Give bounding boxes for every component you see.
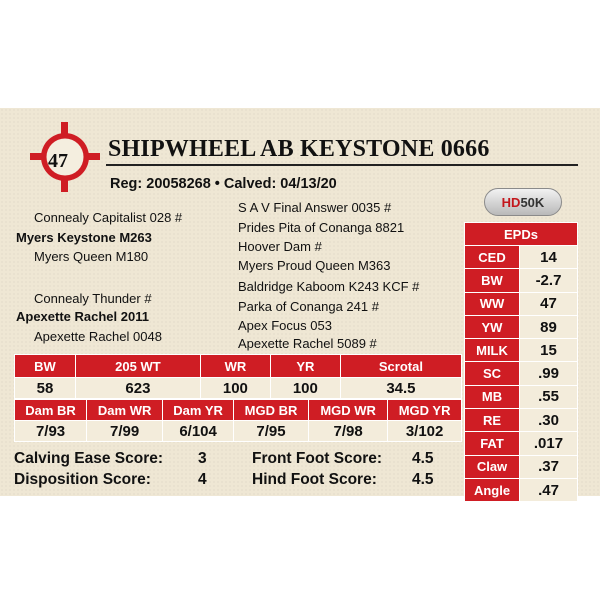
perf-value-cell: 58 — [15, 378, 76, 399]
pedigree-sdd: Myers Proud Queen M363 — [238, 258, 391, 273]
performance-value-row — [15, 378, 462, 399]
perf-header-cell: 205 WT — [75, 355, 200, 378]
badge-50k: 50K — [520, 194, 545, 210]
dam-header-cell: Dam WR — [87, 400, 163, 421]
pedigree-sire: Myers Keystone M263 — [16, 230, 152, 245]
dam-header-cell: Dam BR — [15, 400, 87, 421]
epd-row — [465, 362, 578, 385]
disposition-value: 4 — [198, 471, 207, 488]
pedigree-sds: Hoover Dam # — [238, 239, 322, 254]
dam-record-table — [14, 399, 462, 442]
dam-value-cell: 7/95 — [233, 421, 308, 442]
perf-value-cell: 100 — [270, 378, 340, 399]
epd-row — [465, 246, 578, 269]
epd-value: .37 — [520, 455, 578, 478]
epd-table — [464, 222, 578, 502]
pedigree-dsd: Parka of Conanga 241 # — [238, 299, 379, 314]
pedigree-dam: Apexette Rachel 2011 — [16, 309, 149, 324]
epd-row — [465, 385, 578, 408]
pedigree-sire-dam: Myers Queen M180 — [34, 249, 149, 264]
hd50k-badge — [484, 188, 562, 216]
perf-value-cell: 623 — [75, 378, 200, 399]
perf-header-cell: YR — [270, 355, 340, 378]
dam-value-cell: 7/98 — [309, 421, 388, 442]
perf-value-cell: 100 — [200, 378, 270, 399]
epd-label: CED — [465, 246, 520, 269]
animal-title: SHIPWHEEL AB KEYSTONE 0666 — [108, 136, 490, 162]
performance-table — [14, 354, 462, 399]
dam-header-row — [15, 400, 462, 421]
epd-label: FAT — [465, 432, 520, 455]
calving-ease-value: 3 — [198, 450, 207, 467]
perf-value-cell: 34.5 — [340, 378, 461, 399]
epd-row — [465, 455, 578, 478]
epd-value: 14 — [520, 246, 578, 269]
epd-label: RE — [465, 409, 520, 432]
epd-header: EPDs — [465, 223, 578, 246]
badge-hd: HD — [501, 194, 521, 210]
pedigree-sss: S A V Final Answer 0035 # — [238, 200, 392, 215]
epd-label: YW — [465, 315, 520, 338]
epd-value: 47 — [520, 292, 578, 315]
epd-value: 89 — [520, 315, 578, 338]
dam-value-cell: 7/93 — [15, 421, 87, 442]
pedigree-dam-dam: Apexette Rachel 0048 — [34, 329, 162, 344]
epd-value: .30 — [520, 409, 578, 432]
hind-foot-label: Hind Foot Score: — [252, 471, 377, 488]
title-divider — [106, 164, 578, 166]
epd-row — [465, 292, 578, 315]
perf-header-cell: Scrotal — [340, 355, 461, 378]
epd-label: Angle — [465, 478, 520, 501]
epd-label: MILK — [465, 339, 520, 362]
dam-header-cell: MGD BR — [233, 400, 308, 421]
epd-value: 15 — [520, 339, 578, 362]
hind-foot-value: 4.5 — [412, 471, 434, 488]
epd-label: Claw — [465, 455, 520, 478]
perf-header-cell: WR — [200, 355, 270, 378]
epd-value: .99 — [520, 362, 578, 385]
front-foot-label: Front Foot Score: — [252, 450, 383, 467]
dam-header-cell: MGD YR — [388, 400, 462, 421]
epd-label: MB — [465, 385, 520, 408]
dam-value-row — [15, 421, 462, 442]
front-foot-value: 4.5 — [412, 450, 434, 467]
epd-row — [465, 432, 578, 455]
pedigree-dss: Baldridge Kaboom K243 KCF # — [238, 279, 420, 294]
perf-header-cell: BW — [15, 355, 76, 378]
pedigree-ssd: Prides Pita of Conanga 8821 — [238, 220, 405, 235]
lot-number: 47 — [48, 150, 68, 172]
epd-row — [465, 269, 578, 292]
dam-header-cell: MGD WR — [309, 400, 388, 421]
registration-line: Reg: 20058268 • Calved: 04/13/20 — [110, 176, 337, 192]
epd-row — [465, 315, 578, 338]
epd-value: .017 — [520, 432, 578, 455]
pedigree-ddd: Apexette Rachel 5089 # — [238, 336, 377, 351]
epd-label: SC — [465, 362, 520, 385]
epd-row — [465, 339, 578, 362]
epd-value: .55 — [520, 385, 578, 408]
pedigree-dam-sire: Connealy Thunder # — [34, 291, 152, 306]
dam-header-cell: Dam YR — [163, 400, 234, 421]
pedigree-dds: Apex Focus 053 — [238, 318, 332, 333]
dam-value-cell: 7/99 — [87, 421, 163, 442]
epd-header-row — [465, 223, 578, 246]
epd-row — [465, 409, 578, 432]
epd-label: WW — [465, 292, 520, 315]
performance-header-row — [15, 355, 462, 378]
disposition-label: Disposition Score: — [14, 471, 151, 488]
pedigree-sire-sire: Connealy Capitalist 028 # — [34, 210, 183, 225]
calving-ease-label: Calving Ease Score: — [14, 450, 164, 467]
epd-value: .47 — [520, 478, 578, 501]
epd-value: -2.7 — [520, 269, 578, 292]
dam-value-cell: 6/104 — [163, 421, 234, 442]
dam-value-cell: 3/102 — [388, 421, 462, 442]
epd-label: BW — [465, 269, 520, 292]
epd-row — [465, 478, 578, 501]
